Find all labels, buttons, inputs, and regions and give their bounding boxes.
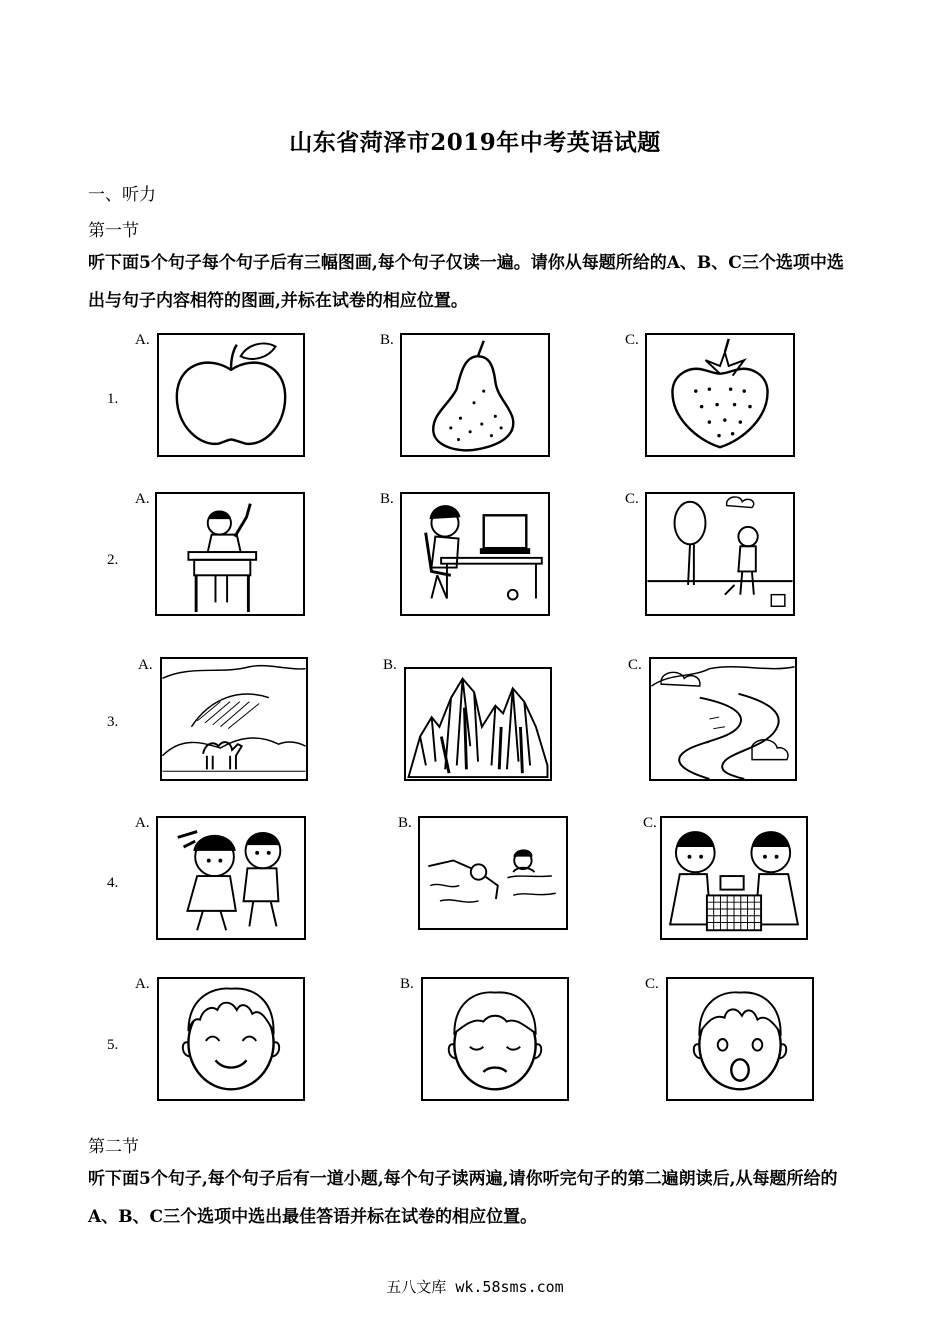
question-number: 3. [107, 714, 119, 730]
section-heading: 一、听力 [88, 185, 156, 205]
children-swimming-picture[interactable] [418, 816, 568, 930]
option-label: B. [400, 976, 414, 992]
option-label: B. [383, 657, 397, 673]
apple-picture[interactable] [157, 333, 305, 457]
boy-planting-tree-picture[interactable] [645, 492, 795, 616]
sad-face-picture[interactable] [421, 977, 569, 1101]
happy-face-picture[interactable] [157, 977, 305, 1101]
option-label: C. [645, 976, 659, 992]
question-number: 4. [107, 875, 119, 891]
boy-at-computer-picture[interactable] [400, 492, 550, 616]
option-label: B. [380, 332, 394, 348]
question-number: 5. [107, 1037, 119, 1053]
part1-heading: 第一节 [88, 221, 139, 241]
option-label: A. [135, 332, 150, 348]
part2-heading: 第二节 [88, 1137, 139, 1157]
river-picture[interactable] [649, 657, 797, 781]
footer-watermark: 五八文库 wk.58sms.com [386, 1278, 564, 1296]
children-walking-picture[interactable] [156, 816, 306, 940]
mountains-picture[interactable] [404, 667, 552, 781]
option-label: C. [625, 332, 639, 348]
desert-with-camel-picture[interactable] [160, 657, 308, 781]
option-label: B. [380, 491, 394, 507]
part2-instructions: 听下面5个句子,每个句子后有一道小题,每个句子读两遍,请你听完句子的第二遍朗读后,从每题所给的A、B、C三个选项中选出最佳答语并标在试卷的相应位置。 [88, 1169, 838, 1227]
option-label: B. [398, 815, 412, 831]
part1-instructions: 听下面5个句子每个句子后有三幅图画,每个句子仅读一遍。请你从每题所给的A、B、C三个选项中选出与句子内容相符的图画,并标在试卷的相应位置。 [88, 253, 844, 311]
option-label: A. [138, 657, 153, 673]
option-label: A. [135, 491, 150, 507]
children-playing-chess-picture[interactable] [660, 816, 808, 940]
surprised-face-picture[interactable] [666, 977, 814, 1101]
option-label: C. [625, 491, 639, 507]
option-label: A. [135, 815, 150, 831]
question-number: 2. [107, 552, 119, 568]
option-label: C. [628, 657, 642, 673]
page-title: 山东省菏泽市2019年中考英语试题 [289, 129, 661, 156]
strawberry-picture[interactable] [645, 333, 795, 457]
pear-picture[interactable] [400, 333, 550, 457]
boy-raising-hand-at-desk-picture[interactable] [155, 492, 305, 616]
option-label: A. [135, 976, 150, 992]
option-label: C. [643, 815, 657, 831]
question-number: 1. [107, 391, 119, 407]
